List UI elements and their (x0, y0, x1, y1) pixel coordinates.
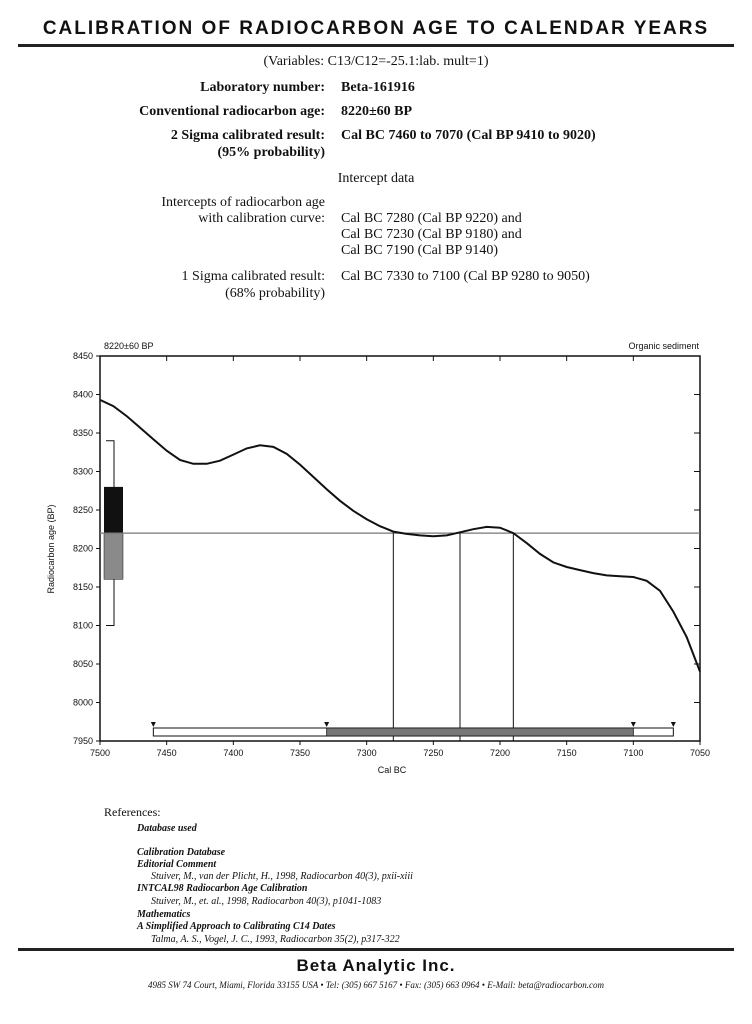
plot-frame (100, 356, 700, 741)
ref-editorial: Editorial Comment (137, 859, 217, 870)
ref-editorial-citation: Stuiver, M., van der Plicht, H., 1998, Radiocarbon 40(3), pxii-xiii (151, 871, 413, 882)
x-tick-label: 7250 (423, 748, 444, 758)
range-marker (671, 722, 676, 727)
calibration-curve (100, 400, 700, 672)
y-tick-label: 8100 (72, 620, 93, 631)
chart-corner-left: 8220±60 BP (104, 341, 154, 351)
ref-calibration-database: Calibration Database (137, 847, 226, 858)
intercept-1: Cal BC 7280 (Cal BP 9220) and (341, 211, 522, 226)
intercept-3: Cal BC 7190 (Cal BP 9140) (341, 243, 498, 258)
intercept-2: Cal BC 7230 (Cal BP 9180) and (341, 227, 522, 242)
x-tick-label: 7400 (223, 748, 244, 758)
y-tick-label: 7950 (72, 736, 93, 746)
ref-approach-citation: Talma, A. S., Vogel, J. C., 1993, Radiocarbon 35(2), p317-322 (151, 934, 400, 945)
references-heading: References: (104, 805, 161, 819)
x-tick-label: 7150 (556, 748, 577, 758)
calibration-chart (0, 335, 752, 775)
ref-mathematics: Mathematics (137, 909, 191, 920)
sigma1-label: 1 Sigma calibrated result: (181, 269, 325, 284)
sigma2-probability: (95% probability) (217, 145, 325, 160)
y-tick-label: 8200 (72, 543, 93, 554)
y-tick-label: 8000 (72, 697, 93, 708)
y-tick-label: 8050 (72, 659, 93, 669)
footer-rule (18, 948, 734, 951)
y-axis-label: Radiocarbon age (BP) (46, 504, 56, 594)
y-tick-label: 8400 (72, 389, 93, 400)
company-address: 4985 SW 74 Court, Miami, Florida 33155 USA • Tel: (305) 667 5167 • Fax: (305) 663 0964 • E-Mail: beta@radiocarbon.com (148, 980, 604, 990)
y-tick-label: 8250 (72, 505, 93, 515)
age-value: 8220±60 BP (341, 104, 413, 119)
y-tick-label: 8300 (72, 466, 93, 477)
y-tick-label: 8450 (72, 351, 93, 361)
sigma1-band-upper (104, 487, 123, 533)
report-title: CALIBRATION OF RADIOCARBON AGE TO CALENDAR YEARS (42, 18, 710, 39)
x-tick-label: 7350 (289, 748, 311, 758)
title-rule (18, 44, 734, 47)
x-tick-label: 7300 (356, 748, 377, 758)
x-tick-label: 7500 (89, 748, 111, 758)
intercepts-label-2: with calibration curve: (198, 211, 325, 226)
sigma1-band-lower (104, 533, 123, 579)
ref-intcal: INTCAL98 Radiocarbon Age Calibration (137, 883, 308, 894)
variables-line: (Variables: C13/C12=-25.1:lab. mult=1) (263, 54, 489, 69)
y-tick-label: 8350 (72, 428, 93, 438)
range-1-sigma-bar (327, 728, 634, 736)
range-marker (151, 722, 156, 727)
lab-number-label: Laboratory number: (200, 80, 325, 95)
x-tick-label: 7050 (689, 748, 711, 758)
sigma2-value: Cal BC 7460 to 7070 (Cal BP 9410 to 9020) (341, 128, 596, 143)
ref-database-used: Database used (137, 823, 197, 834)
intercepts-label: Intercepts of radiocarbon age (161, 195, 325, 210)
range-marker (324, 722, 329, 727)
lab-number-value: Beta-161916 (341, 80, 415, 95)
intercept-heading: Intercept data (337, 171, 415, 186)
range-marker (631, 722, 636, 727)
x-tick-label: 7450 (156, 748, 177, 758)
ref-approach: A Simplified Approach to Calibrating C14 Dates (137, 921, 336, 932)
sigma1-probability: (68% probability) (225, 286, 325, 301)
sigma1-value: Cal BC 7330 to 7100 (Cal BP 9280 to 9050) (341, 269, 590, 284)
age-label: Conventional radiocarbon age: (139, 104, 325, 119)
x-tick-label: 7100 (623, 748, 644, 758)
ref-intcal-citation: Stuiver, M., et. al., 1998, Radiocarbon 40(3), p1041-1083 (151, 896, 382, 907)
x-tick-label: 7200 (489, 748, 511, 758)
x-axis-label: Cal BC (377, 765, 407, 775)
y-tick-label: 8150 (72, 582, 93, 592)
sigma2-label: 2 Sigma calibrated result: (170, 128, 325, 143)
chart-corner-right: Organic sediment (628, 341, 699, 351)
company-name: Beta Analytic Inc. (296, 956, 456, 975)
